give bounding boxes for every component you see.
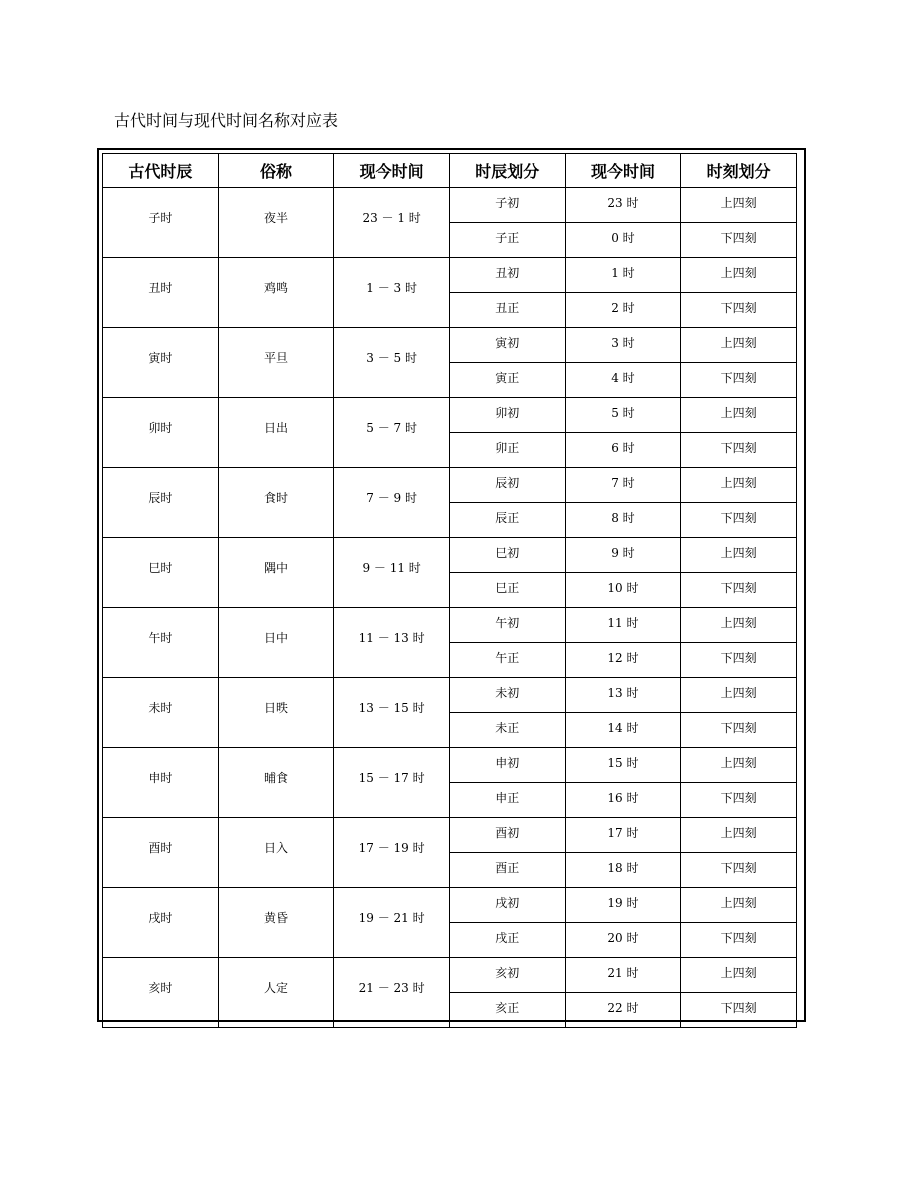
modern-hour-cell: 1 时 bbox=[565, 258, 681, 293]
modern-range-cell: 17 － 19 时 bbox=[334, 818, 450, 888]
modern-range-cell: 9 － 11 时 bbox=[334, 538, 450, 608]
ke-cell: 下四刻 bbox=[681, 643, 797, 678]
table-row bbox=[103, 678, 797, 713]
division-cell: 子初 bbox=[449, 188, 565, 223]
modern-hour-cell: 4 时 bbox=[565, 363, 681, 398]
table-row bbox=[103, 888, 797, 923]
division-cell: 寅正 bbox=[449, 363, 565, 398]
division-cell: 戌正 bbox=[449, 923, 565, 958]
division-cell: 卯初 bbox=[449, 398, 565, 433]
modern-range-cell: 3 － 5 时 bbox=[334, 328, 450, 398]
modern-range-cell: 13 － 15 时 bbox=[334, 678, 450, 748]
ke-cell: 上四刻 bbox=[681, 398, 797, 433]
ke-cell: 上四刻 bbox=[681, 818, 797, 853]
table-frame bbox=[97, 148, 806, 1022]
division-cell: 寅初 bbox=[449, 328, 565, 363]
ke-cell: 下四刻 bbox=[681, 993, 797, 1028]
ke-cell: 上四刻 bbox=[681, 748, 797, 783]
ke-cell: 下四刻 bbox=[681, 853, 797, 888]
division-cell: 丑初 bbox=[449, 258, 565, 293]
header-ke-division: 时刻划分 bbox=[681, 154, 797, 188]
header-shichen-division: 时辰划分 bbox=[449, 154, 565, 188]
modern-hour-cell: 18 时 bbox=[565, 853, 681, 888]
header-ancient-shichen: 古代时辰 bbox=[103, 154, 219, 188]
table-row bbox=[103, 258, 797, 293]
modern-range-cell: 21 － 23 时 bbox=[334, 958, 450, 1028]
modern-range-cell: 7 － 9 时 bbox=[334, 468, 450, 538]
modern-hour-cell: 20 时 bbox=[565, 923, 681, 958]
table-row bbox=[103, 398, 797, 433]
common-name-cell: 平旦 bbox=[218, 328, 334, 398]
modern-range-cell: 19 － 21 时 bbox=[334, 888, 450, 958]
division-cell: 酉正 bbox=[449, 853, 565, 888]
ke-cell: 下四刻 bbox=[681, 433, 797, 468]
common-name-cell: 鸡鸣 bbox=[218, 258, 334, 328]
common-name-cell: 食时 bbox=[218, 468, 334, 538]
common-name-cell: 日昳 bbox=[218, 678, 334, 748]
modern-range-cell: 1 － 3 时 bbox=[334, 258, 450, 328]
shichen-cell: 巳时 bbox=[103, 538, 219, 608]
shichen-cell: 午时 bbox=[103, 608, 219, 678]
modern-range-cell: 11 － 13 时 bbox=[334, 608, 450, 678]
modern-hour-cell: 19 时 bbox=[565, 888, 681, 923]
division-cell: 巳正 bbox=[449, 573, 565, 608]
modern-hour-cell: 21 时 bbox=[565, 958, 681, 993]
shichen-cell: 丑时 bbox=[103, 258, 219, 328]
modern-hour-cell: 5 时 bbox=[565, 398, 681, 433]
division-cell: 午正 bbox=[449, 643, 565, 678]
modern-hour-cell: 10 时 bbox=[565, 573, 681, 608]
time-correspondence-table bbox=[102, 153, 797, 1028]
division-cell: 戌初 bbox=[449, 888, 565, 923]
shichen-cell: 酉时 bbox=[103, 818, 219, 888]
division-cell: 辰正 bbox=[449, 503, 565, 538]
division-cell: 子正 bbox=[449, 223, 565, 258]
header-common-name: 俗称 bbox=[218, 154, 334, 188]
division-cell: 未初 bbox=[449, 678, 565, 713]
header-modern-hour: 现今时间 bbox=[565, 154, 681, 188]
ke-cell: 上四刻 bbox=[681, 328, 797, 363]
ke-cell: 上四刻 bbox=[681, 258, 797, 293]
header-modern-range: 现今时间 bbox=[334, 154, 450, 188]
modern-hour-cell: 7 时 bbox=[565, 468, 681, 503]
modern-hour-cell: 13 时 bbox=[565, 678, 681, 713]
shichen-cell: 亥时 bbox=[103, 958, 219, 1028]
division-cell: 申正 bbox=[449, 783, 565, 818]
modern-hour-cell: 6 时 bbox=[565, 433, 681, 468]
document-title: 古代时间与现代时间名称对应表 bbox=[114, 111, 339, 130]
ke-cell: 下四刻 bbox=[681, 713, 797, 748]
division-cell: 酉初 bbox=[449, 818, 565, 853]
ke-cell: 上四刻 bbox=[681, 608, 797, 643]
common-name-cell: 晡食 bbox=[218, 748, 334, 818]
common-name-cell: 日出 bbox=[218, 398, 334, 468]
modern-hour-cell: 17 时 bbox=[565, 818, 681, 853]
table-row bbox=[103, 958, 797, 993]
division-cell: 亥初 bbox=[449, 958, 565, 993]
common-name-cell: 隅中 bbox=[218, 538, 334, 608]
common-name-cell: 日入 bbox=[218, 818, 334, 888]
ke-cell: 上四刻 bbox=[681, 678, 797, 713]
ke-cell: 上四刻 bbox=[681, 468, 797, 503]
division-cell: 亥正 bbox=[449, 993, 565, 1028]
common-name-cell: 日中 bbox=[218, 608, 334, 678]
division-cell: 卯正 bbox=[449, 433, 565, 468]
division-cell: 辰初 bbox=[449, 468, 565, 503]
common-name-cell: 黄昏 bbox=[218, 888, 334, 958]
modern-hour-cell: 16 时 bbox=[565, 783, 681, 818]
modern-hour-cell: 22 时 bbox=[565, 993, 681, 1028]
shichen-cell: 寅时 bbox=[103, 328, 219, 398]
common-name-cell: 夜半 bbox=[218, 188, 334, 258]
modern-range-cell: 15 － 17 时 bbox=[334, 748, 450, 818]
table-row bbox=[103, 468, 797, 503]
division-cell: 丑正 bbox=[449, 293, 565, 328]
modern-range-cell: 5 － 7 时 bbox=[334, 398, 450, 468]
common-name-cell: 人定 bbox=[218, 958, 334, 1028]
division-cell: 午初 bbox=[449, 608, 565, 643]
modern-hour-cell: 3 时 bbox=[565, 328, 681, 363]
shichen-cell: 子时 bbox=[103, 188, 219, 258]
table-row bbox=[103, 328, 797, 363]
modern-hour-cell: 23 时 bbox=[565, 188, 681, 223]
division-cell: 未正 bbox=[449, 713, 565, 748]
modern-hour-cell: 12 时 bbox=[565, 643, 681, 678]
modern-hour-cell: 2 时 bbox=[565, 293, 681, 328]
ke-cell: 下四刻 bbox=[681, 223, 797, 258]
ke-cell: 下四刻 bbox=[681, 363, 797, 398]
shichen-cell: 卯时 bbox=[103, 398, 219, 468]
table-row bbox=[103, 608, 797, 643]
shichen-cell: 辰时 bbox=[103, 468, 219, 538]
ke-cell: 下四刻 bbox=[681, 503, 797, 538]
modern-hour-cell: 8 时 bbox=[565, 503, 681, 538]
ke-cell: 下四刻 bbox=[681, 573, 797, 608]
table-row bbox=[103, 748, 797, 783]
modern-hour-cell: 14 时 bbox=[565, 713, 681, 748]
division-cell: 申初 bbox=[449, 748, 565, 783]
ke-cell: 上四刻 bbox=[681, 888, 797, 923]
ke-cell: 上四刻 bbox=[681, 958, 797, 993]
ke-cell: 下四刻 bbox=[681, 293, 797, 328]
division-cell: 巳初 bbox=[449, 538, 565, 573]
table-row bbox=[103, 818, 797, 853]
modern-hour-cell: 11 时 bbox=[565, 608, 681, 643]
ke-cell: 上四刻 bbox=[681, 538, 797, 573]
table-body bbox=[103, 188, 797, 1028]
modern-range-cell: 23 － 1 时 bbox=[334, 188, 450, 258]
shichen-cell: 申时 bbox=[103, 748, 219, 818]
ke-cell: 下四刻 bbox=[681, 923, 797, 958]
modern-hour-cell: 15 时 bbox=[565, 748, 681, 783]
header-row bbox=[103, 154, 797, 188]
shichen-cell: 未时 bbox=[103, 678, 219, 748]
modern-hour-cell: 0 时 bbox=[565, 223, 681, 258]
table-row bbox=[103, 188, 797, 223]
ke-cell: 上四刻 bbox=[681, 188, 797, 223]
modern-hour-cell: 9 时 bbox=[565, 538, 681, 573]
ke-cell: 下四刻 bbox=[681, 783, 797, 818]
table-row bbox=[103, 538, 797, 573]
shichen-cell: 戌时 bbox=[103, 888, 219, 958]
